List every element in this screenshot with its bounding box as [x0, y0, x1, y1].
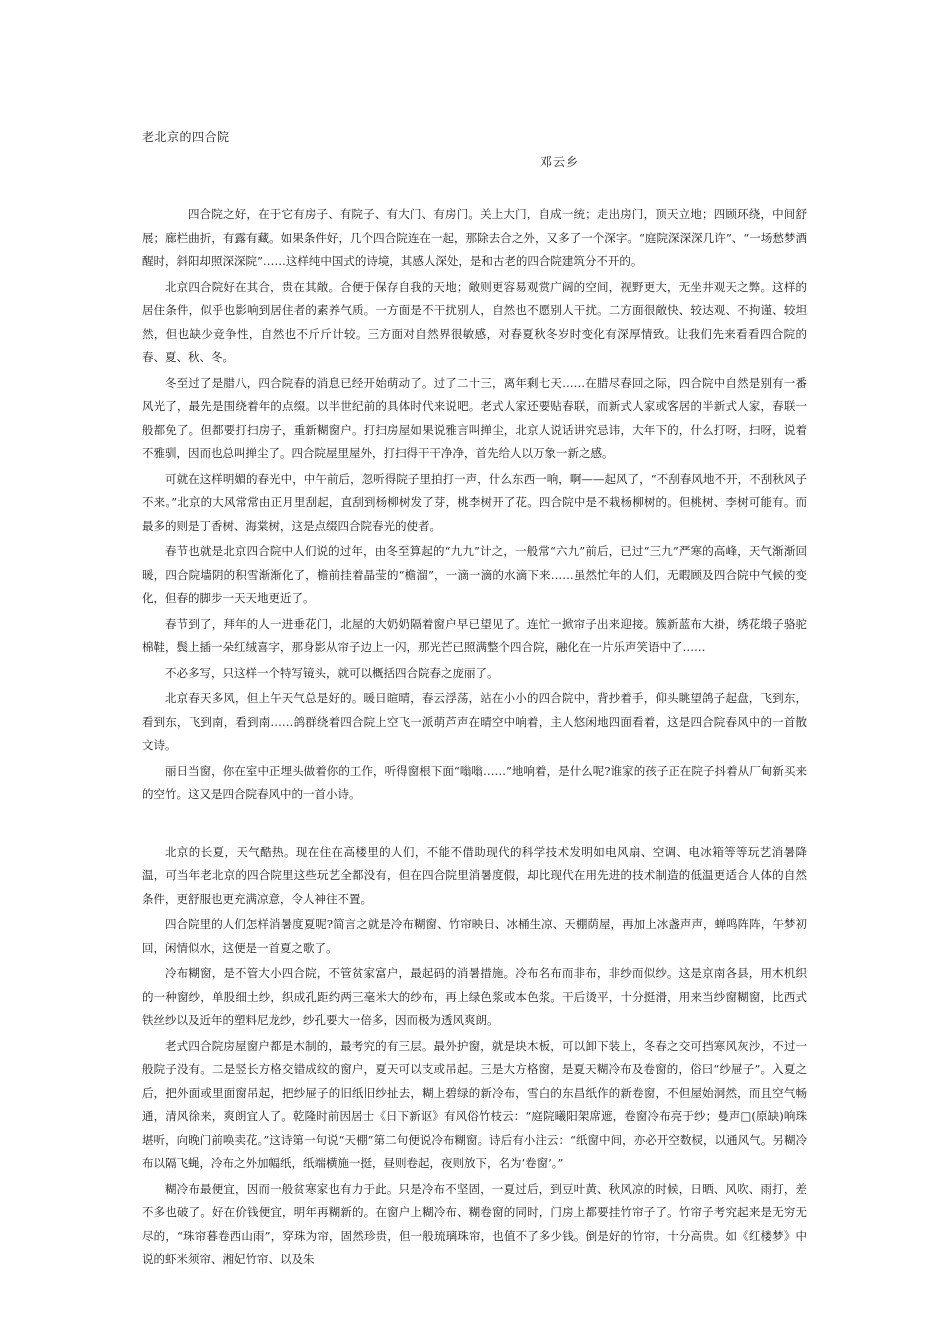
paragraph: 老式四合院房屋窗户都是木制的，最考究的有三层。最外护窗，就是块木板，可以卸下装上，冬春之交可挡寒风灰沙，不过一般院子没有。二是竖长方格交错成纹的窗户，夏天可以支或吊起。三是大方格窗，是夏天糊冷布及卷窗的，俗曰“纱屉子”。入夏之后，把外面或里面窗吊起，把纱屉子的旧纸旧纱扯去，糊上碧绿的新冷布，雪白的东昌纸作的新卷窗，不但屋始洞然，而且空气畅通，清风徐来，爽朗宜人了。乾隆时前因居士《日下新讴》有风俗竹枝云：“庭院曦阳架席遮，卷窗冷布亮于纱；曼声□(原缺)响珠堪听，向晚门前唤卖花。”这诗第一句说“天棚”第二句便说冷布糊窗。诗后有小注云：“纸窗中间，亦必开空数棂，以通风气。另糊冷布以隔飞蝇，冷布之外加幅纸，纸端横施一挺，昼则卷起，夜则放下，名为‘卷窗’。”: [142, 1038, 807, 1170]
paragraph: 冬至过了是腊八，四合院春的消息已经开始萌动了。过了二十三，离年剩七天……在腊尽春回之际，四合院中自然是别有一番风光了，最先是围绕着年的点缀。以半世纪前的具体时代来说吧。老式人家还要贴春联，而新式人家或客居的半新式人家，春联一般都免了。但都要打扫房子，重新糊窗户。打扫房屋如果说雅言叫掸尘，北京人说话讲究忌讳，大年下的，什么打呀，扫呀，说着不雅驯，因而也总叫掸尘了。四合院屋里屋外，打扫得干干净净，首先给人以万象一新之感。: [142, 375, 807, 460]
paragraph: 北京四合院好在其合，贵在其敞。合便于保存自我的天地；敞则更容易观赏广阔的空间，视野更大，无坐井观天之弊。这样的居住条件，似乎也影响到居住者的素养气质。一方面是不干扰别人，自然也不愿别人干扰。二方面很敞快、较达观、不拘谨、较坦然，但也缺少竞争性，自然也不斤斤计较。三方面对自然界很敏感，对春夏秋冬岁时变化有深厚情致。让我们先来看看四合院的春、夏、秋、冬。: [142, 279, 807, 364]
section-gap: [142, 809, 807, 841]
document-body: [142, 203, 807, 1274]
section-spring: [142, 203, 807, 807]
paragraph: 可就在这样明媚的春光中，中午前后，忽听得院子里拍打一声，什么东西一响，啊——起风了，“不刮春风地不开，不刮秋风子不来。”北京的大风常常由正月里刮起，直刮到杨柳树发了芽，桃李树开了花。四合院中是不栽杨柳树的。但桃树、李树可能有。而最多的则是丁香树、海棠树，这是点缀四合院春光的使者。: [142, 471, 807, 533]
document-title: 老北京的四合院: [142, 130, 230, 144]
paragraph: 北京的长夏，天气酷热。现在住在高楼里的人们，不能不借助现代的科学技术发明如电风扇、空调、电冰箱等等玩艺消暑降温，可当年老北京的四合院里这些玩艺全都没有，但在四合院里消暑度假，却比现代在用先进的技术制造的低温更适合人体的自然条件，更舒服也更充满凉意，令人神往不置。: [142, 844, 807, 906]
paragraph: 春节也就是北京四合院中人们说的过年，由冬至算起的“九九”计之，一般常“六九”前后，已过“三九”严寒的高峰，天气渐渐回暖，四合院墙阴的积雪渐渐化了，檐前挂着晶莹的“檐溜”，一滴一滴的水滴下来……虽然忙年的人们，无暇顾及四合院中气候的变化，但春的脚步一天天地更近了。: [142, 544, 807, 605]
paragraph: 四合院里的人们怎样消暑度夏呢?简言之就是冷布糊窗、竹帘映日、冰桶生凉、天棚荫屋，再加上冰盏声声，蝉鸣阵阵，午梦初回，闲情似水，这便是一首夏之歌了。: [142, 917, 807, 955]
paragraph: 北京春天多风，但上午天气总是好的。暖日暄晴，春云浮荡，站在小小的四合院中，背抄着手，仰头眺望鸽子起盘，飞到东，看到东，飞到南，看到南……鸽群绕着四合院上空飞一派萌芦声在晴空中响着，主人悠闲地四面看着，这是四合院春风中的一首散文诗。: [142, 691, 807, 752]
paragraph: 不必多写，只这样一个特写镜头，就可以概括四合院春之庞丽了。: [165, 665, 499, 680]
paragraph: 冷布糊窗，是不管大小四合院，不管贫家富户，最起码的消暑措施。冷布名布而非布，非纱而似纱。这是京南各县，用木机织的一种窗纱，单股细土纱，织成孔距约两三毫米大的纱布，再上绿色浆或本色浆。干后烫平，十分挺滑，用来当纱窗糊窗，比西式铁丝纱以及近年的塑料尼龙纱，纱孔要大一倍多，因而极为透风爽朗。: [142, 966, 807, 1027]
document-author: 邓云乡: [540, 155, 580, 169]
paragraph: 四合院之好，在于它有房子、有院子、有大门、有房门。关上大门，自成一统；走出房门，顶天立地；四顾环绕，中间舒展；廊栏曲折，有露有藏。如果条件好，几个四合院连在一起，那除去合之外，又多了一个深字。“庭院深深深几许”、“一场愁梦酒醒时，斜阳却照深深院”……这样纯中国式的诗境，其感人深处，是和古老的四合院建筑分不开的。: [142, 207, 807, 268]
paragraph: 丽日当窗，你在室中正埋头做着你的工作，听得窗根下面“嗡嗡……”地响着，是什么呢?谁家的孩子正在院子抖着从厂甸新买来的空竹。这又是四合院春风中的一首小诗。: [142, 763, 807, 801]
section-summer: [142, 841, 807, 1272]
paragraph: 春节到了，拜年的人一进垂花门，北屋的大奶奶隔着窗户早已望见了。连忙一掀帘子出来迎接。簇新蓝布大褂，绣花缎子骆驼棉鞋，鬓上插一朵红绒喜字，那身影从帘子边上一闪，那光芒已照满整个四合院，融化在一片乐声笑语中了……: [142, 616, 807, 654]
paragraph: 糊冷布最便宜，因而一般贫寒家也有力于此。只是冷布不坚固，一夏过后，到豆叶黄、秋风凉的时候，日晒、风吹、雨打，差不多也破了。好在价钱便宜，明年再糊新的。在窗户上糊冷布、糊卷窗的同时，门房上都要挂竹帘子了。竹帘子考究起来是无穷无尽的，“珠帘暮卷西山雨”，穿珠为帘，固然珍贵，但一般琉璃珠帘，也值不了多少钱。倒是好的竹帘，十分高贵。如《红楼梦》中说的虾米须帘、湘妃竹帘、以及朱: [142, 1181, 807, 1266]
